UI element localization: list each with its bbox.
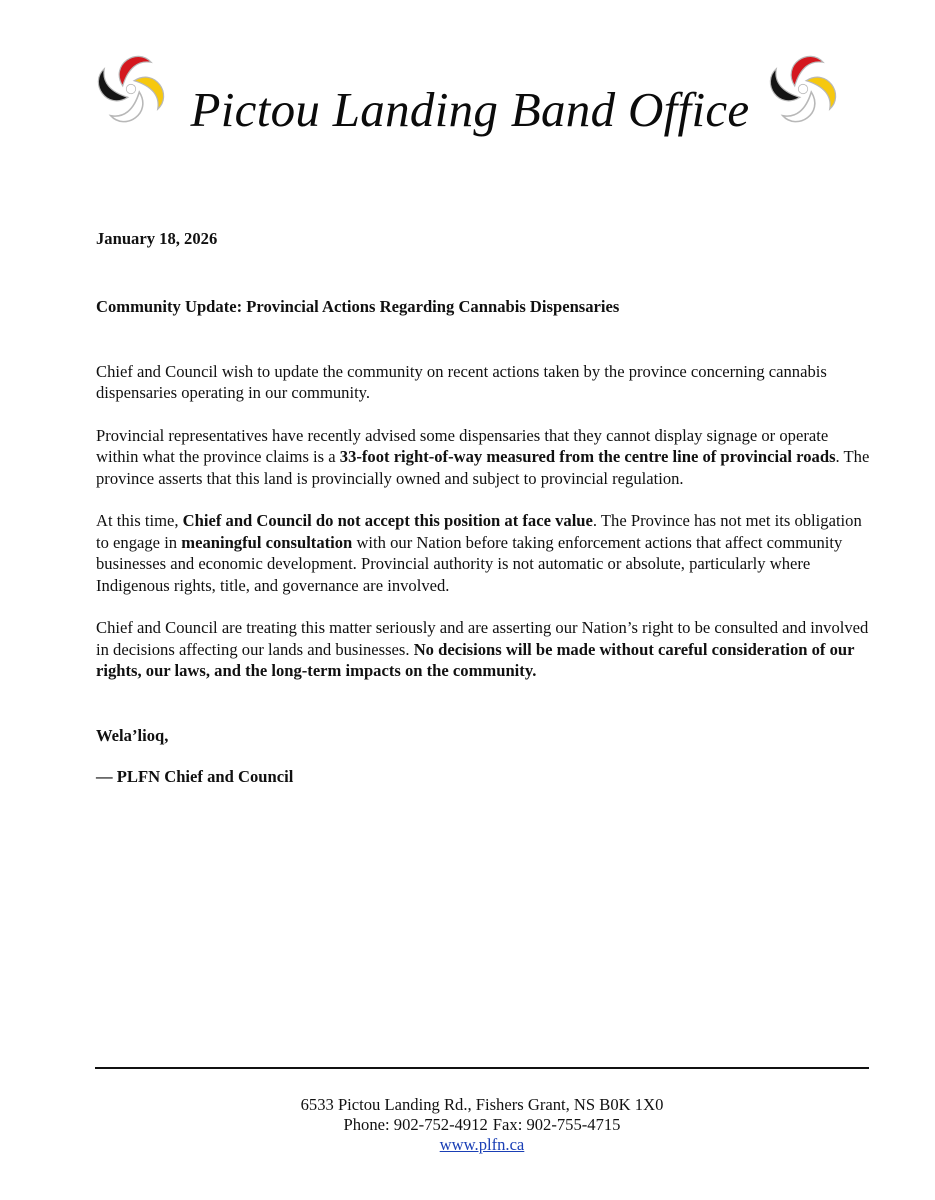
medicine-wheel-swirl-icon <box>764 50 842 128</box>
paragraph-text: At this time, <box>96 511 183 530</box>
paragraph-emphasis: Chief and Council do not accept this position at face value <box>182 511 593 530</box>
letter-signature: — PLFN Chief and Council <box>96 767 294 786</box>
footer <box>95 1095 869 1155</box>
letter-body <box>96 228 871 788</box>
paragraph-emphasis: No decisions will be made without careful consideration of our rights, our laws, and the long-term impacts on the community. <box>96 639 855 680</box>
footer-divider <box>95 1067 869 1069</box>
paragraph-emphasis: meaningful consultation <box>181 532 353 552</box>
letter-date: January 18, 2026 <box>96 229 218 248</box>
paragraph-text: Chief and Council are treating this matter seriously and are asserting our Nation’s right to be consulted and involved in decisions affecting our lands and businesses. <box>96 618 869 659</box>
website-link[interactable]: www.plfn.ca <box>439 1135 525 1154</box>
paragraph-text: . The Province has not met its obligation to engage in <box>96 511 862 552</box>
footer-contact <box>95 1115 869 1135</box>
footer-fax: Fax: 902-755-4715 <box>492 1115 621 1134</box>
paragraph-right-of-way <box>96 425 871 490</box>
paragraph-text: . The province asserts that this land is provincially owned and subject to provincial regulation. <box>96 447 870 488</box>
office-name: Pictou Landing Band Office <box>190 82 750 137</box>
letterhead <box>0 0 935 170</box>
paragraph-text: with our Nation before taking enforcement actions that affect community businesses and economic development. Provincial authority is not automatic or absolute, particularly where Indigenous rights, title, and governance are involved. <box>96 532 843 595</box>
footer-address: 6533 Pictou Landing Rd., Fishers Grant, NS B0K 1X0 <box>300 1095 664 1114</box>
footer-phone: Phone: 902-752-4912 <box>343 1115 488 1134</box>
paragraph-text: Provincial representatives have recently advised some dispensaries that they cannot display signage or operate within what the province claims is a <box>96 425 829 466</box>
paragraph-assertion <box>96 617 871 682</box>
paragraph-position <box>96 510 871 596</box>
letter-subject: Community Update: Provincial Actions Regarding Cannabis Dispensaries <box>96 297 620 316</box>
paragraph-emphasis: 33-foot right-of-way measured from the centre line of provincial roads <box>339 447 836 466</box>
paragraph-intro: Chief and Council wish to update the community on recent actions taken by the province concerning cannabis dispensaries operating in our community. <box>96 361 827 402</box>
letter-closing: Wela’lioq, <box>96 725 169 745</box>
